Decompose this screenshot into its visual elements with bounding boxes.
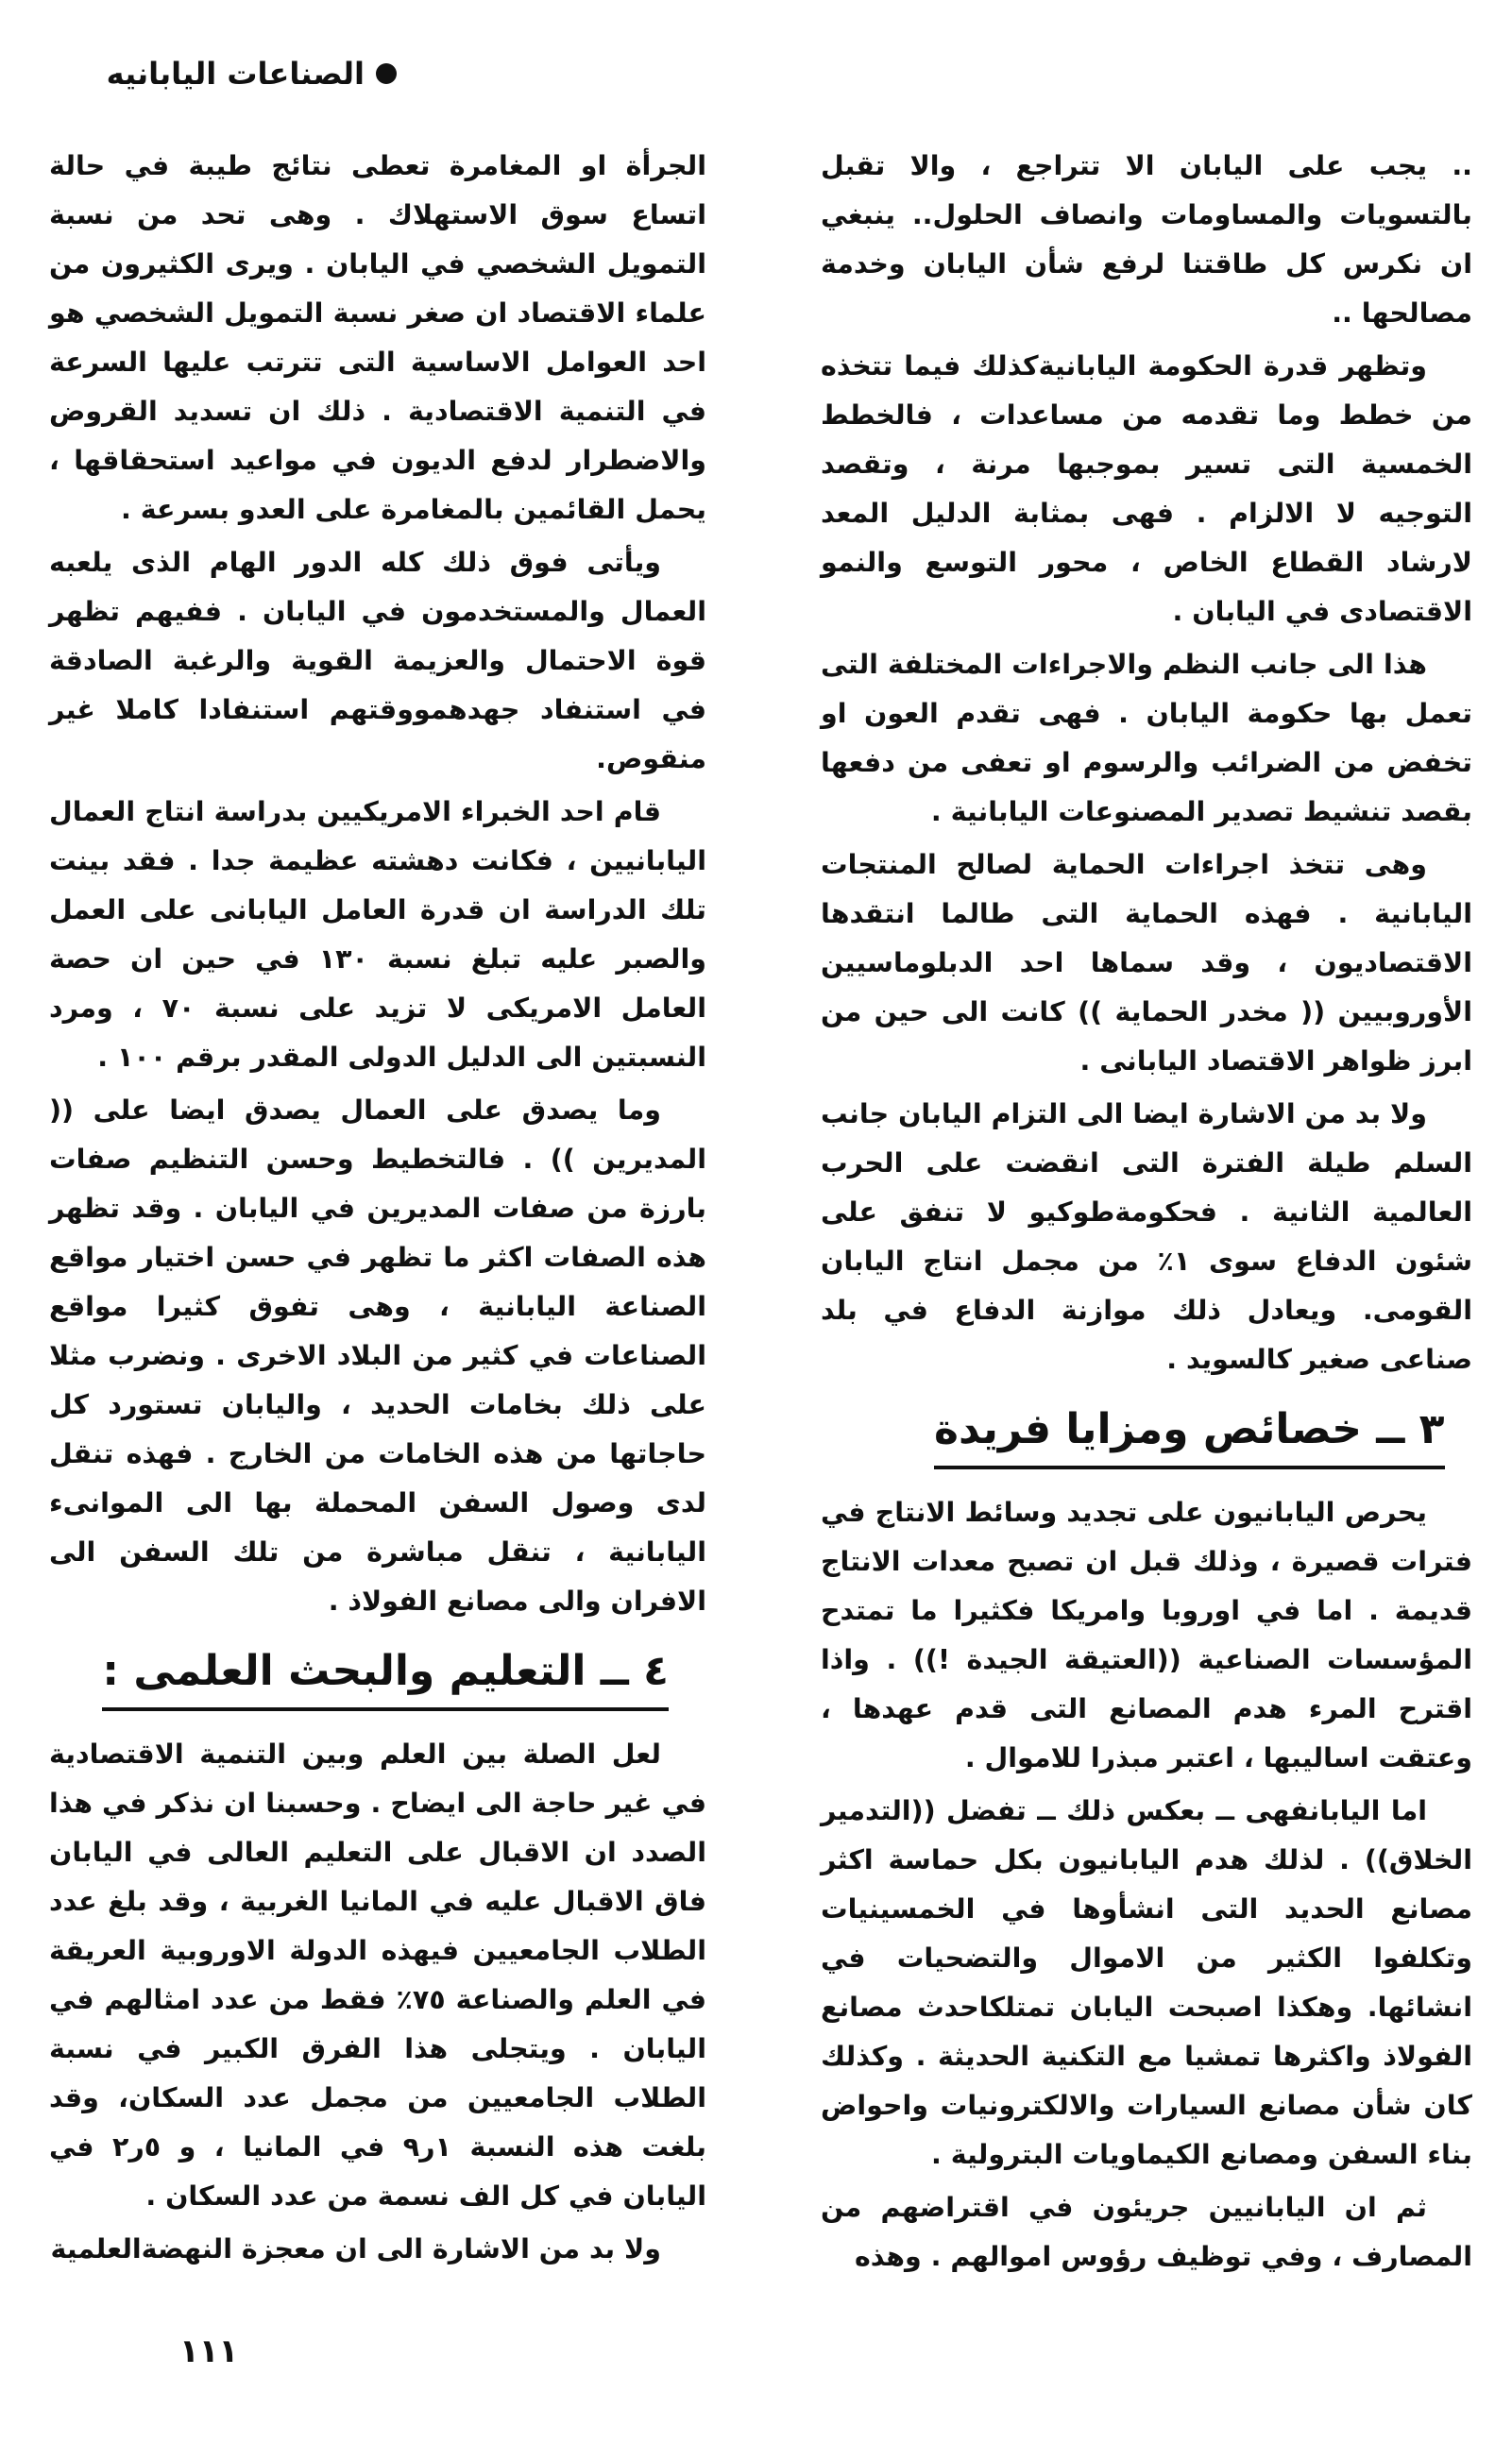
paragraph: يحرص اليابانيون على تجديد وسائط الانتاج في فترات قصيرة ، وذلك قبل ان تصبح معدات الانتاج قديمة . اما في اوروبا وامريكا فكثيرا ما تمتدح المؤسسات الصناعية ((العتيقة الجيدة !)) . واذا اقترح المرء هدم المصانع التى قدم عهدها ، وعتقت اساليبها ، اعتبر مبذرا للاموال . <box>821 1497 1472 1773</box>
left-column <box>49 142 706 2330</box>
paragraph: وما يصدق على العمال يصدق ايضا على (( المديرين )) . فالتخطيط وحسن التنظيم صفات بارزة من صفات المديرين في اليابان . وقد تظهر هذه الصفات اكثر ما تظهر في حسن اختيار مواقع الصناعة اليابانية ، وهى تفوق كثيرا مواقع الصناعات في كثير من البلاد الاخرى . ونضرب مثلا على ذلك بخامات الحديد ، واليابان تستورد كل حاجاتها من هذه الخامات من الخارج . فهذه تنقل لدى وصول السفن المحملة بها الى الموانىء اليابانية ، تنقل مباشرة من تلك السفن الى الافران والى مصانع الفولاذ . <box>49 1094 706 1617</box>
paragraph: ويأتى فوق ذلك كله الدور الهام الذى يلعبه العمال والمستخدمون في اليابان . ففيهم تظهر قوة الاحتمال والعزيمة القوية والرغبة الصادقة في استنفاد جهدهمووقتهم استنفادا كاملا غير منقوص. <box>49 547 706 774</box>
paragraph: ولا بد من الاشارة الى ان معجزة النهضةالعلمية <box>50 2233 661 2265</box>
page-number: ١١١ <box>179 2333 239 2370</box>
running-header <box>38 45 397 102</box>
paragraph: .. يجب على اليابان الا تتراجع ، والا تقبل بالتسويات والمساومات وانصاف الحلول.. ينبغي ان نكرس كل طاقتنا لرفع شأن اليابان وخدمة مصالحها .. <box>821 150 1472 329</box>
section-heading: ٤ ــ التعليم والبحث العلمى : <box>102 1641 669 1711</box>
paragraph: قام احد الخبراء الامريكيين بدراسة انتاج العمال اليابانيين ، فكانت دهشته عظيمة جدا . فقد بينت تلك الدراسة ان قدرة العامل اليابانى على العمل والصبر عليه تبلغ نسبة ١٣٠ في حين ان حصة العامل الامريكى لا تزيد على نسبة ٧٠ ، ومرد النسبتين الى الدليل الدولى المقدر برقم ١٠٠ . <box>49 796 706 1073</box>
paragraph: ولا بد من الاشارة ايضا الى التزام اليابان جانب السلم طيلة الفترة التى انقضت على الحرب العالمية الثانية . فحكومةطوكيو لا تنفق على شئون الدفاع سوى ١٪ من مجمل انتاج اليابان القومى. ويعادل ذلك موازنة الدفاع في بلد صناعى صغير كالسويد . <box>821 1098 1472 1375</box>
section-heading: ٣ ــ خصائص ومزايا فريدة <box>934 1400 1445 1469</box>
header-title: الصناعات اليابانيه <box>106 56 365 92</box>
paragraph: لعل الصلة بين العلم وبين التنمية الاقتصادية في غير حاجة الى ايضاح . وحسبنا ان نذكر في هذا الصدد ان الاقبال على التعليم العالى في اليابان فاق الاقبال عليه في المانيا الغربية ، وقد بلغ عدد الطلاب الجامعيين فيهذه الدولة الاوروبية العريقة في العلم والصناعة ٧٥٪ فقط من عدد امثالهم في اليابان . ويتجلى هذا الفرق الكبير في نسبة الطلاب الجامعيين من مجمل عدد السكان، وقد بلغت هذه النسبة ١ر٩ في المانيا ، و ٥ر٢ في اليابان في كل الف نسمة من عدد السكان . <box>49 1739 706 2212</box>
paragraph: ثم ان اليابانيين جريئون في اقتراضهم من المصارف ، وفي توظيف رؤوس اموالهم . وهذه <box>821 2192 1472 2272</box>
section-heading-wrap <box>821 1400 1472 1469</box>
section-heading-wrap <box>49 1641 706 1711</box>
paragraph: هذا الى جانب النظم والاجراءات المختلفة التى تعمل بها حكومة اليابان . فهى تقدم العون او تخفض من الضرائب والرسوم او تعفى من دفعها بقصد تنشيط تصدير المصنوعات اليابانية . <box>821 649 1472 827</box>
paragraph: اما اليابانفهى ــ بعكس ذلك ــ تفضل ((التدمير الخلاق)) . لذلك هدم اليابانيون بكل حماسة اكثر مصانع الحديد التى انشأوها في الخمسينيات وتكلفوا الكثير من الاموال والتضحيات في انشائها. وهكذا اصبحت اليابان تمتلكاحدث مصانع الفولاذ واكثرها تمشيا مع التكنية الحديثة . وكذلك كان شأن مصانع السيارات والالكترونيات واحواض بناء السفن ومصانع الكيماويات البترولية . <box>821 1795 1472 2170</box>
paragraph: وهى تتخذ اجراءات الحماية لصالح المنتجات اليابانية . فهذه الحماية التى طالما انتقدها الاقتصاديون ، وقد سماها احد الدبلوماسيين الأوروبيين (( مخدر الحماية )) كانت الى حين من ابرز ظواهر الاقتصاد اليابانى . <box>821 849 1472 1077</box>
right-column <box>821 142 1472 2330</box>
paragraph: وتظهر قدرة الحكومة اليابانيةكذلك فيما تتخذه من خطط وما تقدمه من مساعدات ، فالخطط الخمسية التى تسير بموجبها مرنة ، وتقصد التوجيه لا الالزام . فهى بمثابة الدليل المعد لارشاد القطاع الخاص ، محور التوسع والنمو الاقتصادى في اليابان . <box>821 350 1472 627</box>
paragraph: الجرأة او المغامرة تعطى نتائج طيبة في حالة اتساع سوق الاستهلاك . وهى تحد من نسبة التمويل الشخصي في اليابان . ويرى الكثيرون من علماء الاقتصاد ان صغر نسبة التمويل الشخصي هو احد العوامل الاساسية التى تترتب عليها السرعة في التنمية الاقتصادية . ذلك ان تسديد القروض والاضطرار لدفع الديون في مواعيد استحقاقها ، يحمل القائمين بالمغامرة على العدو بسرعة . <box>49 150 706 525</box>
bullet-dot-icon <box>376 63 397 84</box>
